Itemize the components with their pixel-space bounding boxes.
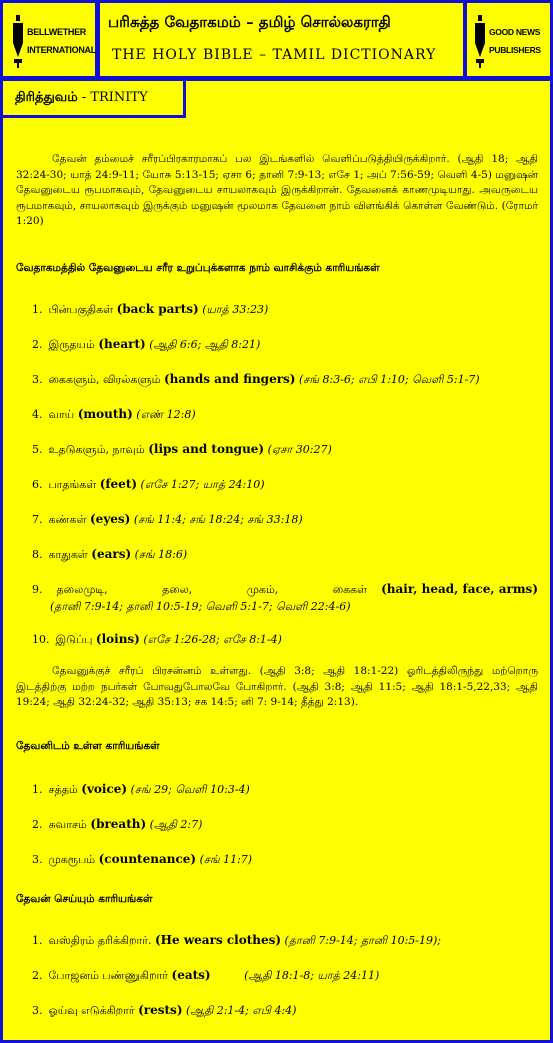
item-english: (countenance) — [98, 852, 197, 866]
item-english: (loins) — [95, 632, 140, 646]
list-item — [32, 511, 538, 528]
item-tamil: தலைமுடி, தலை, முகம், கைகள் — [56, 583, 368, 596]
item-tamil: சுவாசம் — [48, 818, 87, 831]
topic-tamil: திரித்துவம் — [15, 90, 78, 105]
item-english: (lips and tongue) — [148, 442, 265, 456]
item-english: (voice) — [81, 782, 128, 796]
right-logo-line1: GOOD NEWS — [489, 27, 541, 37]
item-tamil: வஸ்திரம் தரிக்கிறார். — [48, 934, 152, 947]
item-refs: (சங் 29; வெளி 10:3-4) — [130, 783, 250, 796]
topic-separator: - — [77, 90, 91, 105]
list-item — [32, 406, 538, 423]
intro-paragraph: தேவன் தம்மைச் சரீரப்பிரகாரமாகப் பல இடங்களில் வெளிப்படுத்தியிருக்கிறார். (ஆதி 18; ஆதி 32:24-30; யாத் 24:9-11; யோசு 5:13-15; ஏசா 6; தானி 7:9-13; எசே 1; அப் 7:56-59; வெளி 4-5) மனுஷன் தேவனுடைய ரூபமாகவும், தேவனுடைய சாயலாகவும் இருக்கிறான். தேவனைக் காணமுடியாது. அவருடைய ரூபமாகவும், சாயலாகவும் இருக்கும் மனுஷன் மூலமாக தேவனை நாம் விளங்கிக் கொள்ள வேண்டும். (ரோமர் 1:20) — [16, 153, 538, 227]
item-english: (feet) — [99, 477, 138, 491]
item-number: 5. — [32, 443, 43, 456]
item-refs: (சங் 11:7) — [199, 853, 253, 866]
title-box — [97, 0, 466, 79]
bellwether-logo-box — [0, 0, 98, 79]
item-refs: (ஆதி 6:6; ஆதி 8:21) — [149, 338, 261, 351]
item-english: (mouth) — [77, 407, 133, 421]
item-number: 2. — [32, 818, 43, 831]
list-item — [32, 1002, 538, 1019]
item-refs: (ஏசா 30:27) — [267, 443, 332, 456]
item-english: (back parts) — [116, 302, 199, 316]
item-tamil: காதுகள் — [48, 548, 88, 561]
item-refs: (எசே 1:26-28; எசே 8:1-4) — [143, 633, 282, 646]
list-item — [32, 581, 538, 615]
item-tamil: முகரூபம் — [48, 853, 96, 866]
topic-title — [15, 90, 148, 106]
item-refs: (தானி 7:9-14; தானி 10:5-19); — [284, 934, 441, 947]
section2-heading: தேவனிடம் உள்ள காரியங்கள் — [16, 740, 160, 752]
item-tamil: கண்கள் — [48, 513, 87, 526]
title-english: THE HOLY BIBLE – TAMIL DICTIONARY — [112, 47, 437, 63]
item-number: 3. — [32, 373, 43, 386]
list-item — [32, 301, 538, 318]
right-logo-line2: PUBLISHERS — [489, 45, 541, 55]
pen-nib-icon — [473, 13, 487, 69]
list-item — [32, 781, 538, 798]
item-tamil: வாய் — [48, 408, 75, 421]
list-item — [32, 816, 538, 833]
topic-box — [0, 78, 186, 118]
item-number: 3. — [32, 853, 43, 866]
item-english: (ears) — [91, 547, 132, 561]
topic-english: TRINITY — [90, 90, 148, 105]
item-english: (hands and fingers) — [163, 372, 296, 386]
item-refs: (தானி 7:9-14; தானி 10:5-19; வெளி 5:1-7; வெளி 22:4-6) — [50, 600, 351, 613]
list-item — [32, 441, 538, 458]
item-refs: (எசே 1:27; யாத் 24:10) — [140, 478, 265, 491]
title-tamil: பரிசுத்த வேதாகமம் – தமிழ் சொல்லகராதி — [108, 13, 391, 31]
item-tamil: பின்பகுதிகள் — [48, 303, 114, 316]
item-refs: (ஆதி 2:1-4; எபி 4:4) — [186, 1004, 297, 1017]
item-number: 3. — [32, 1004, 43, 1017]
item-refs: (ஆதி 18:1-8; யாத் 24:11) — [244, 969, 380, 982]
item-tamil: போஜனம் பண்ணுகிறார் — [48, 969, 169, 982]
left-logo-line2: INTERNATIONAL — [27, 45, 96, 55]
good-news-logo-box — [464, 0, 553, 79]
item-english: (eats) — [171, 968, 211, 982]
item-english: (heart) — [98, 337, 146, 351]
item-tamil: பாதங்கள் — [48, 478, 97, 491]
section1-heading: வேதாகமத்தில் தேவனுடைய சரீர உறுப்புக்களாக நாம் வாசிக்கும் காரியங்கள் — [16, 262, 380, 274]
item-refs: (சங் 18:6) — [134, 548, 188, 561]
list-item — [32, 932, 538, 949]
item-tamil: இருதயம் — [48, 338, 95, 351]
item-english: (He wears clothes) — [155, 933, 282, 947]
item-number: 10. — [32, 633, 50, 646]
left-logo-line1: BELLWETHER — [27, 27, 86, 37]
item-tamil: இடுப்பு — [55, 633, 93, 646]
item-english: (hair, head, face, arms) — [381, 582, 538, 596]
presence-paragraph: தேவனுக்குச் சரீரப் பிரசன்னம் உள்ளது. (ஆதி 3:8; ஆதி 18:1-22) ஓரிடத்திலிருந்து மற்றொரு இடத்திற்கு மற்ற நபர்கள் போவதுபோலவே போகிறார். (ஆதி 3:8; ஆதி 11:5; ஆதி 18:1-5,22,33; ஆதி 19:24; ஆதி 32:24-32; ஆதி 35:13; சக 14:5; னி 7: 9-14; தீத்து 2:13). — [16, 665, 538, 708]
pen-nib-icon — [11, 13, 25, 69]
item-refs: (எண் 12:8) — [136, 408, 196, 421]
list-item — [32, 631, 538, 648]
item-tamil: கைகளும், விரல்களும் — [48, 373, 161, 386]
item-refs: (ஆதி 2:7) — [149, 818, 203, 831]
item-tamil: ஓய்வு எடுக்கிறார் — [48, 1004, 135, 1017]
item-number: 1. — [32, 303, 43, 316]
item-number: 9. — [32, 583, 43, 596]
item-refs: (யாத் 33:23) — [202, 303, 269, 316]
list-item — [32, 371, 538, 388]
list-item — [32, 967, 538, 984]
item-number: 2. — [32, 338, 43, 351]
item-number: 2. — [32, 969, 43, 982]
list-item — [32, 851, 538, 868]
list-item — [32, 546, 538, 563]
list-item — [32, 336, 538, 353]
item-english: (eyes) — [90, 512, 131, 526]
item-refs: (சங் 11:4; சங் 18:24; சங் 33:18) — [133, 513, 303, 526]
section3-heading: தேவன் செய்யும் காரியங்கள் — [16, 893, 153, 905]
item-number: 4. — [32, 408, 43, 421]
item-number: 6. — [32, 478, 43, 491]
item-tamil: சத்தம் — [48, 783, 78, 796]
item-english: (rests) — [138, 1003, 183, 1017]
item-number: 1. — [32, 934, 43, 947]
item-refs: (சங் 8:3-6; எபி 1:10; வெளி 5:1-7) — [298, 373, 480, 386]
item-number: 7. — [32, 513, 43, 526]
item-english: (breath) — [90, 817, 147, 831]
list-item — [32, 476, 538, 493]
item-tamil: உதடுகளும், நாவும் — [48, 443, 145, 456]
item-number: 8. — [32, 548, 43, 561]
item-number: 1. — [32, 783, 43, 796]
